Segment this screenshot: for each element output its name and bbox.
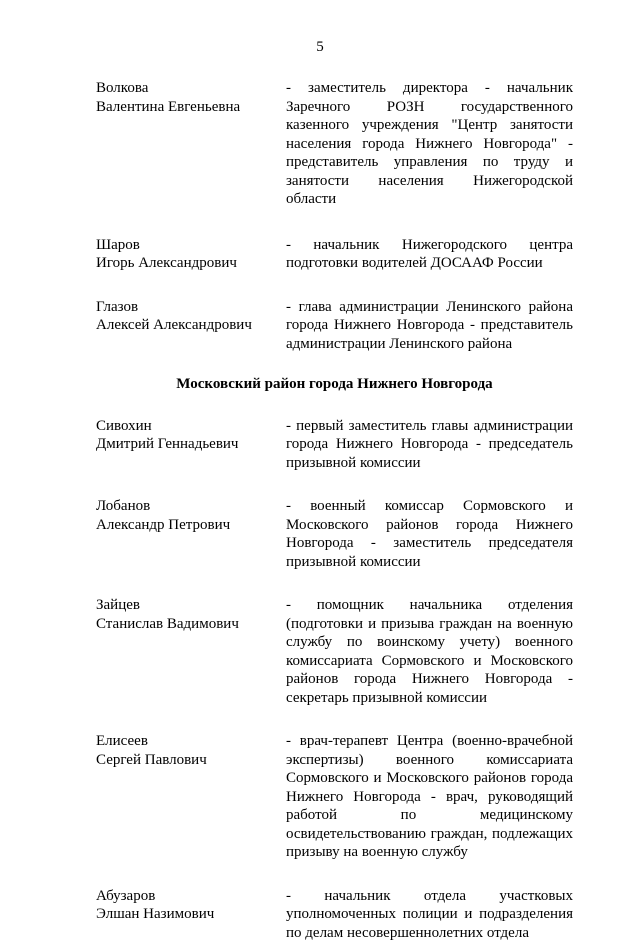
spacer [96,862,573,887]
person-surname: Зайцев [96,596,286,615]
entry-sivokhin [96,417,573,473]
person-given-name: Станислав Вадимович [96,615,286,634]
person-name [96,79,286,116]
person-name [96,298,286,335]
commission-list [96,79,573,942]
person-given-name: Алексей Александрович [96,316,286,335]
person-position: - начальник Нижегородского центра подготовки водителей ДОСААФ России [286,236,573,273]
person-name [96,417,286,454]
person-position: - помощник начальника отделения (подготовки и призыва граждан на военную службу по воинскому учету) военного комиссариата Сормовского и Московского районов города Нижнего Новгорода - секретарь призывной комиссии [286,596,573,707]
person-position: - заместитель директора - начальник Заречного РОЗН государственного казенного учреждения "Центр занятости населения города Нижнего Новгорода" - представитель управления по труду и занятости населения Нижегородской области [286,79,573,209]
person-surname: Елисеев [96,732,286,751]
person-surname: Волкова [96,79,286,98]
person-surname: Глазов [96,298,286,317]
spacer [96,209,573,236]
spacer [96,273,573,298]
person-given-name: Игорь Александрович [96,254,286,273]
spacer [96,353,573,375]
person-position: - первый заместитель главы администрации города Нижнего Новгорода - председатель призывной комиссии [286,417,573,473]
entry-sharov [96,236,573,273]
spacer [96,571,573,596]
person-surname: Шаров [96,236,286,255]
person-position: - военный комиссар Сормовского и Московского районов города Нижнего Новгорода - заместитель председателя призывной комиссии [286,497,573,571]
entry-volkova [96,79,573,209]
entry-zaitsev [96,596,573,707]
person-given-name: Дмитрий Геннадьевич [96,435,286,454]
person-given-name: Сергей Павлович [96,751,286,770]
person-given-name: Валентина Евгеньевна [96,98,286,117]
section-heading: Московский район города Нижнего Новгорода [96,375,573,394]
page-number: 5 [0,38,640,56]
person-position: - начальник отдела участковых уполномоченных полиции и подразделения по делам несовершеннолетних отдела [286,887,573,942]
person-position: - врач-терапевт Центра (военно-врачебной экспертизы) военного комиссариата Сормовского и Московского районов города Нижнего Новгорода - врач, руководящий работой по медицинскому освидетельствованию граждан, подлежащих призыву на военную службу [286,732,573,862]
person-given-name: Элшан Назимович [96,905,286,924]
person-name [96,497,286,534]
person-position: - глава администрации Ленинского района города Нижнего Новгорода - представитель администрации Ленинского района [286,298,573,354]
entry-glazov [96,298,573,354]
person-name [96,732,286,769]
spacer [96,472,573,497]
person-surname: Абузаров [96,887,286,906]
entry-eliseev [96,732,573,862]
entry-lobanov [96,497,573,571]
person-surname: Лобанов [96,497,286,516]
entry-abuzarov [96,887,573,942]
person-name [96,887,286,924]
spacer [96,707,573,732]
person-surname: Сивохин [96,417,286,436]
spacer [96,394,573,417]
person-name [96,236,286,273]
person-given-name: Александр Петрович [96,516,286,535]
person-name [96,596,286,633]
